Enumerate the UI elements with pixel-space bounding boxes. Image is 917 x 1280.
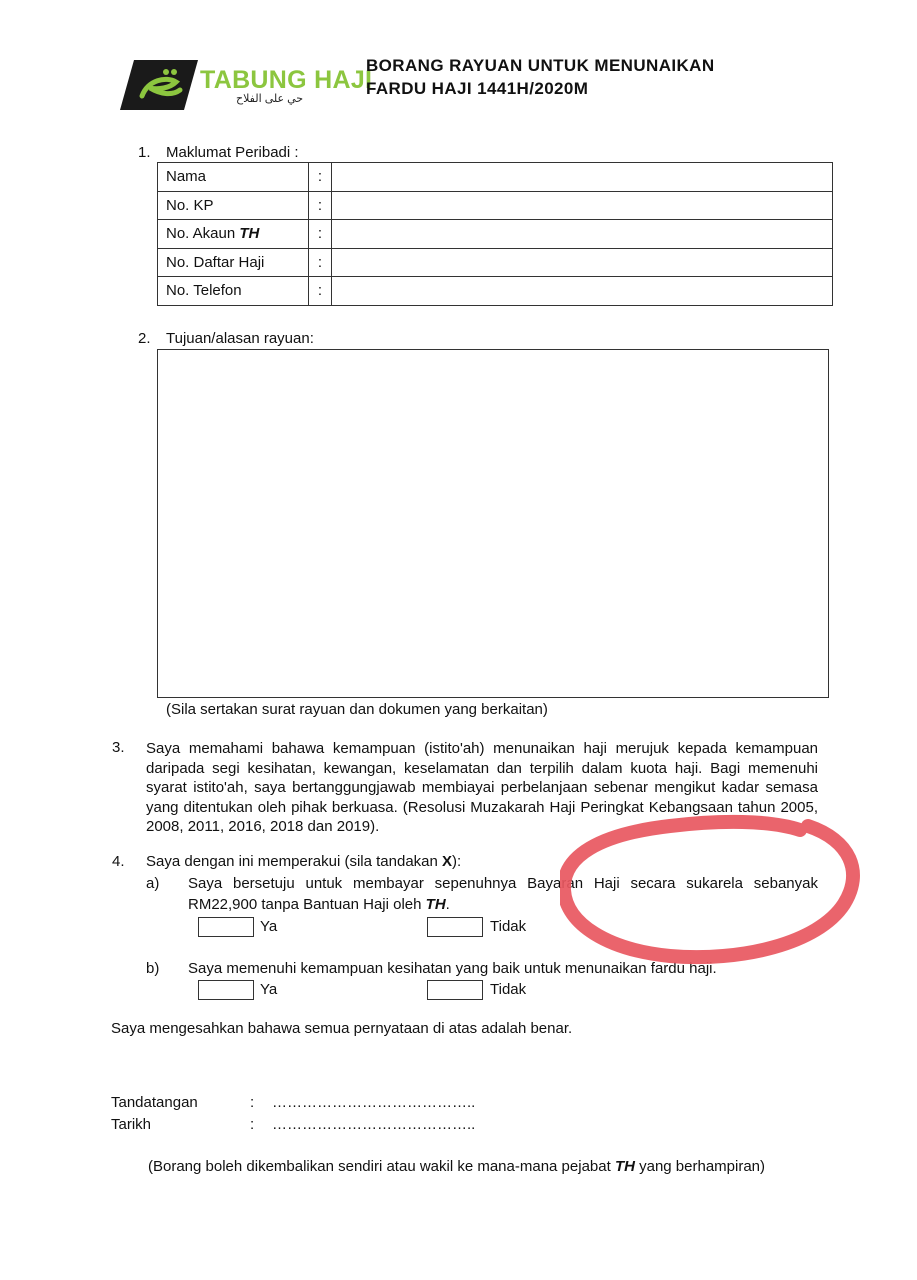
section4-heading-post: ):: [452, 853, 462, 870]
row-separator: :: [309, 220, 332, 249]
reason-textarea[interactable]: [157, 349, 829, 698]
row-label-telefon: No. Telefon: [158, 277, 309, 306]
th-abbrev: TH: [425, 896, 446, 913]
th-abbrev: TH: [239, 225, 260, 243]
item-b-no-checkbox[interactable]: [427, 980, 483, 1000]
item-a-no-checkbox[interactable]: [427, 917, 483, 937]
section2-note: (Sila sertakan surat rayuan dan dokumen yang berkaitan): [166, 701, 548, 718]
section4-heading-pre: Saya dengan ini memperakui (sila tandakan: [146, 853, 443, 870]
row-label-nama: Nama: [158, 163, 309, 192]
mark-x: X: [442, 853, 453, 870]
form-title: [366, 54, 715, 100]
item-a-marker: a): [146, 875, 160, 892]
item-b-yes-label: Ya: [260, 981, 278, 998]
item-b-marker: b): [146, 960, 160, 977]
red-annotation-circle: [560, 812, 870, 972]
akaun-label-text: No. Akaun: [166, 225, 240, 243]
section1-number: 1.: [138, 144, 151, 161]
item-a-line2-pre: RM22,900 tanpa Bantuan Haji oleh: [188, 896, 426, 913]
table-row: [158, 248, 833, 277]
item-b-no-label: Tidak: [490, 981, 527, 998]
section4-number: 4.: [112, 853, 125, 870]
footer-post: yang berhampiran): [634, 1158, 766, 1175]
signature-label: Tandatangan: [111, 1094, 198, 1111]
telefon-field[interactable]: [332, 277, 833, 306]
section1-heading: Maklumat Peribadi :: [166, 144, 299, 161]
table-row: [158, 220, 833, 249]
section4-heading: [146, 853, 461, 870]
row-separator: :: [309, 277, 332, 306]
table-row: [158, 163, 833, 192]
section3-number: 3.: [112, 739, 125, 756]
logo-text: TABUNG HAJI: [200, 66, 373, 94]
item-b-yes-checkbox[interactable]: [198, 980, 254, 1000]
personal-info-table: [157, 162, 833, 306]
item-a-no-label: Tidak: [490, 918, 527, 935]
date-label: Tarikh: [111, 1116, 152, 1133]
row-separator: :: [309, 191, 332, 220]
table-row: [158, 277, 833, 306]
akaun-field[interactable]: [332, 220, 833, 249]
item-a-line1: Saya bersetuju untuk membayar sepenuhnya Bayaran Haji secara sukarela sebanyak: [188, 875, 818, 892]
logo-arabic-text: حي على الفلاح: [236, 93, 304, 105]
item-a-line2-post: .: [445, 896, 450, 913]
item-a-line2: [188, 896, 450, 913]
section2-heading: Tujuan/alasan rayuan:: [166, 330, 314, 347]
row-separator: :: [309, 163, 332, 192]
row-label-daftar: No. Daftar Haji: [158, 248, 309, 277]
footer-pre: (Borang boleh dikembalikan sendiri atau wakil ke mana-mana pejabat: [148, 1158, 615, 1175]
signature-separator: :: [250, 1094, 255, 1111]
signature-field[interactable]: …………………………………..: [272, 1094, 476, 1111]
footer-note: [148, 1158, 765, 1175]
title-line-2: FARDU HAJI 1441H/2020M: [366, 79, 589, 98]
daftar-haji-field[interactable]: [332, 248, 833, 277]
th-abbrev: TH: [614, 1158, 635, 1175]
item-a-yes-label: Ya: [260, 918, 278, 935]
section3-text: Saya memahami bahawa kemampuan (istito'ah) menunaikan haji merujuk kepada kemampuan daripada segi kesihatan, kewangan, keselamatan dan terpilih dalam kuota haji. Bagi memenuhi syarat istito'ah, saya bertanggungjawab membiayai perbelanjaan sebenar mengikut kadar semasa yang ditentukan oleh pihak berkuasa. (Resolusi Muzakarah Haji Peringkat Kebangsaan tahun 2005, 2008, 2011, 2016, 2018 dan 2019).: [146, 740, 818, 835]
row-label-kp: No. KP: [158, 191, 309, 220]
confirmation-text: Saya mengesahkan bahawa semua pernyataan di atas adalah benar.: [111, 1020, 573, 1037]
title-line-1: BORANG RAYUAN UNTUK MENUNAIKAN: [366, 56, 715, 75]
nama-field[interactable]: [332, 163, 833, 192]
date-separator: :: [250, 1116, 255, 1133]
row-label-akaun: [158, 220, 309, 249]
tabung-haji-logo-icon: [120, 60, 198, 110]
date-field[interactable]: …………………………………..: [272, 1116, 476, 1133]
item-b-line1: Saya memenuhi kemampuan kesihatan yang baik untuk menunaikan fardu haji.: [188, 960, 717, 977]
section2-number: 2.: [138, 330, 151, 347]
row-separator: :: [309, 248, 332, 277]
item-a-yes-checkbox[interactable]: [198, 917, 254, 937]
kp-field[interactable]: [332, 191, 833, 220]
table-row: [158, 191, 833, 220]
